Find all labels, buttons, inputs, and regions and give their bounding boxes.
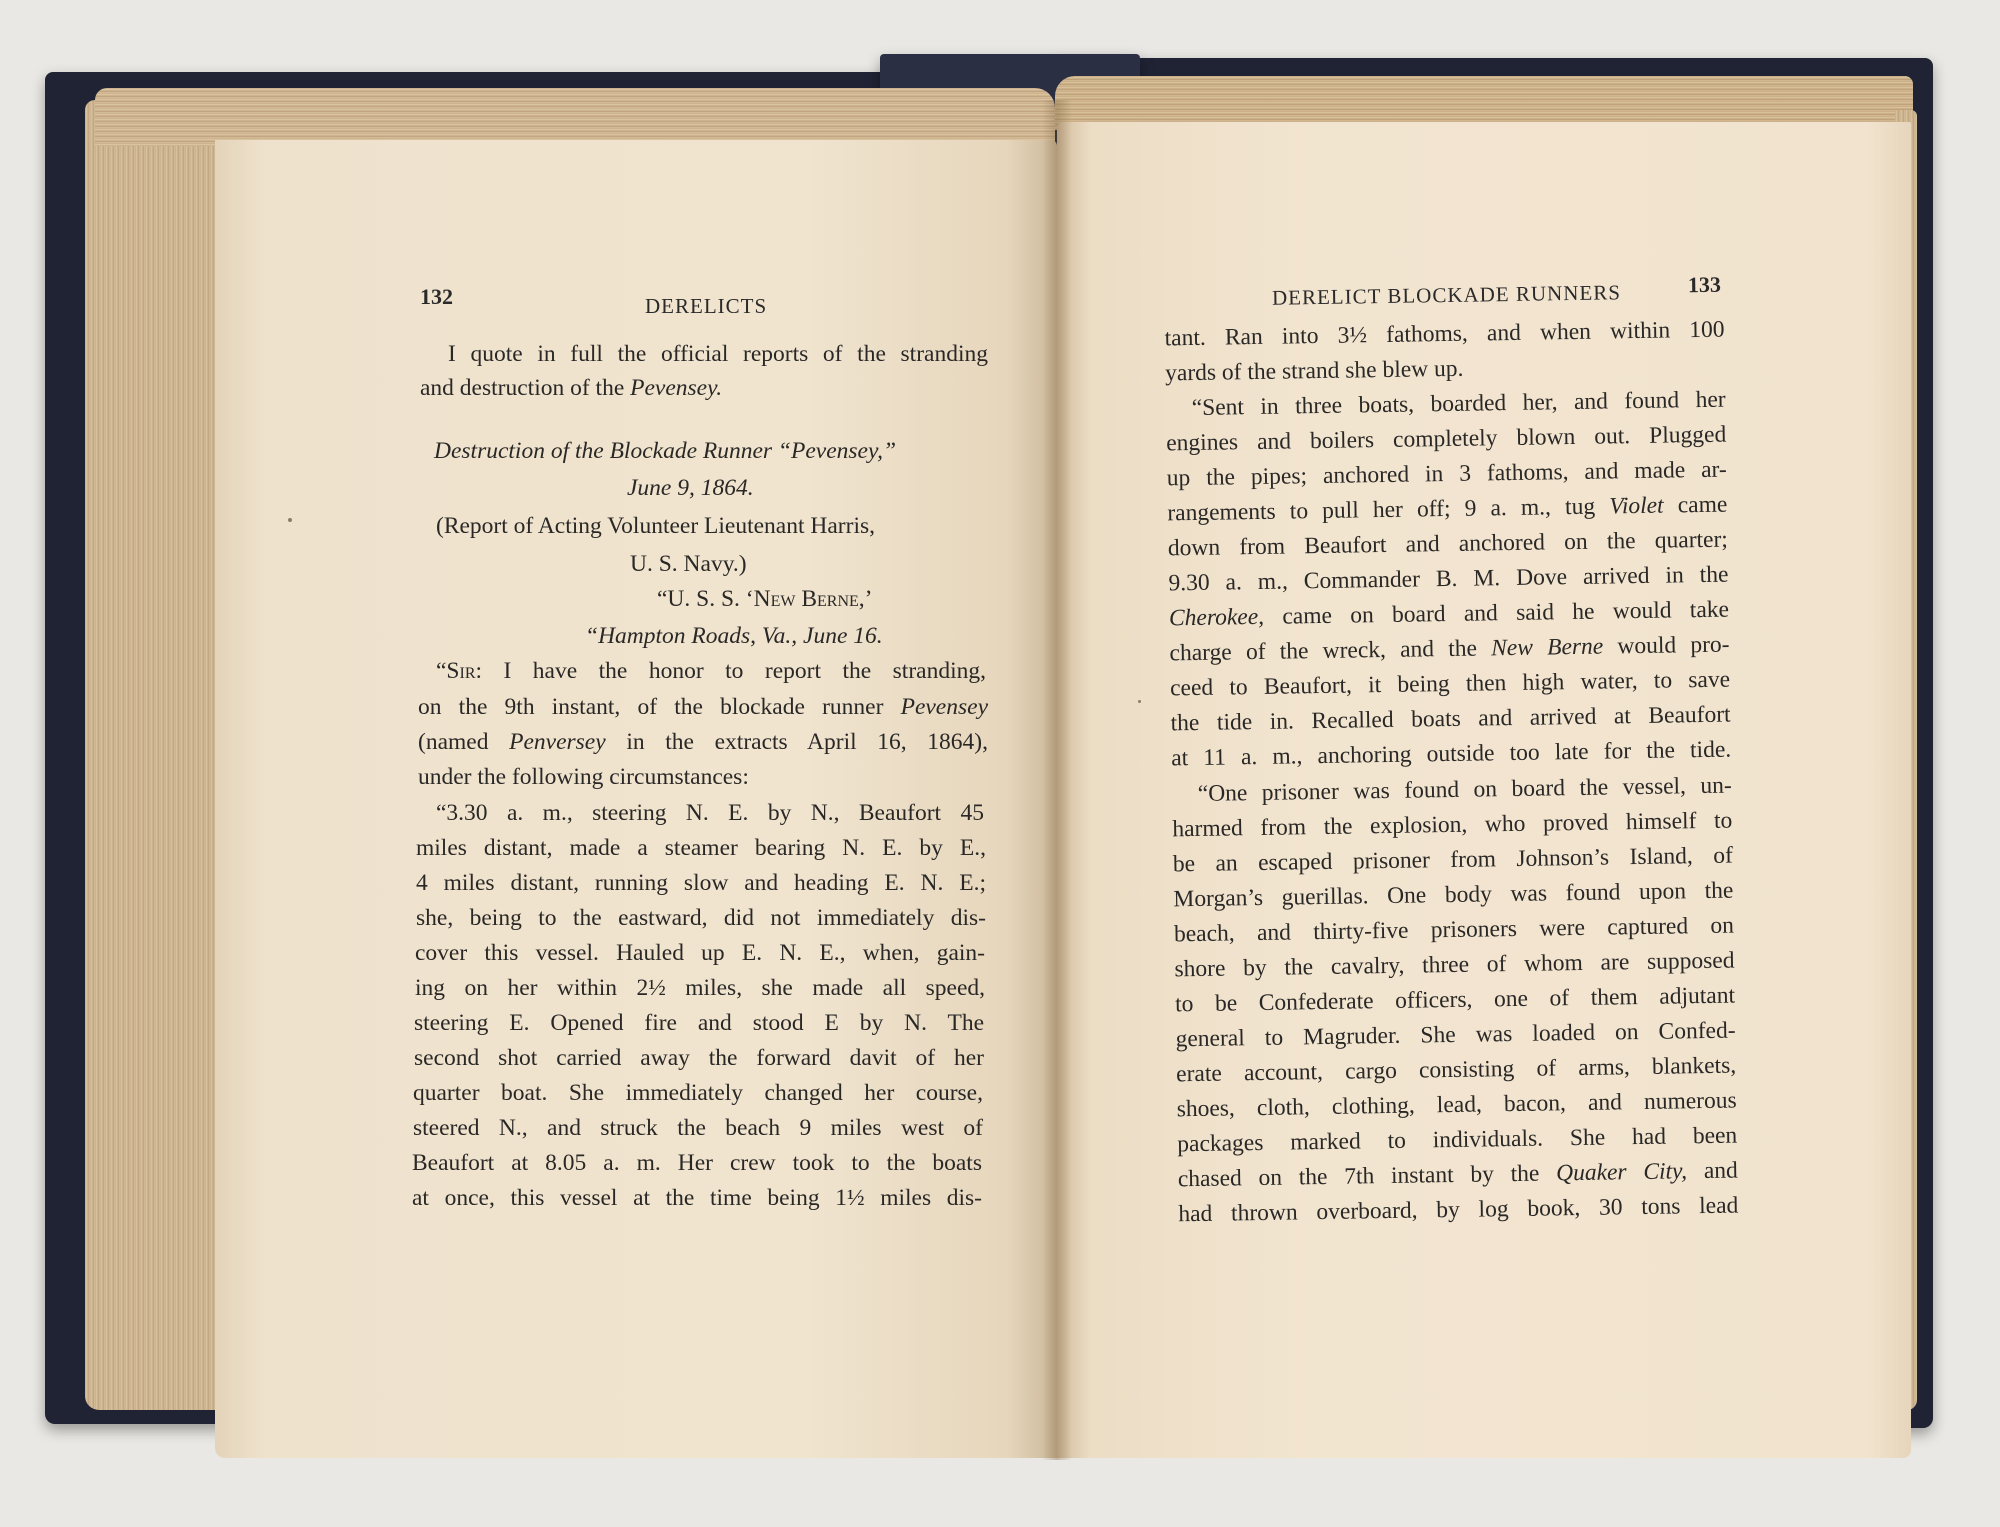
text-line: she, being to the eastward, did not immediately dis- xyxy=(416,905,986,931)
text-line: cover this vessel. Hauled up E. N. E., when, gain- xyxy=(415,940,985,966)
text-line: general to Magruder. She was loaded on Confed- xyxy=(1175,1017,1736,1053)
text-line: erate account, cargo consisting of arms, blankets, xyxy=(1175,1052,1737,1088)
text-line: and destruction of the Pevensey. xyxy=(420,375,723,401)
text-line: I quote in full the official reports of the stranding xyxy=(448,341,988,367)
paper-speck xyxy=(288,518,292,522)
report-author: U. S. Navy.) xyxy=(630,551,747,577)
text-line: (named Penversey in the extracts April 16, 1864), xyxy=(418,729,989,755)
left-page xyxy=(215,140,1057,1458)
text-line: beach, and thirty-five prisoners were captured on xyxy=(1173,912,1735,948)
gutter-shadow xyxy=(1042,100,1072,1460)
text-line: up the pipes; anchored in 3 fathoms, and made ar- xyxy=(1166,456,1727,492)
text-line: “One prisoner was found on board the vessel, un- xyxy=(1197,772,1732,807)
text-line: quarter boat. She immediately changed her course, xyxy=(413,1080,983,1106)
report-author: (Report of Acting Volunteer Lieutenant Harris, xyxy=(436,513,875,539)
text-line: on the 9th instant, of the blockade runner Pevensey xyxy=(418,694,988,720)
text-line: miles distant, made a steamer bearing N. E. by E., xyxy=(416,835,986,861)
running-head: DERELICT BLOCKADE RUNNERS xyxy=(1271,280,1622,310)
text-line: be an escaped prisoner from Johnson’s Island, of xyxy=(1172,842,1734,878)
paper-speck xyxy=(1138,700,1141,703)
text-line: Cherokee, came on board and said he would take xyxy=(1168,596,1730,632)
report-title: Destruction of the Blockade Runner “Pevensey,” xyxy=(434,438,897,464)
text-line: engines and boilers completely blown out. Plugged xyxy=(1166,421,1727,457)
text-line: tant. Ran into 3½ fathoms, and when within 100 xyxy=(1164,316,1725,352)
text-line: yards of the strand she blew up. xyxy=(1164,355,1464,387)
text-line: packages marked to individuals. She had been xyxy=(1177,1122,1738,1158)
text-line: Beaufort at 8.05 a. m. Her crew took to the boats xyxy=(412,1150,982,1176)
report-date: June 9, 1864. xyxy=(627,475,754,501)
letter-heading: “Hampton Roads, Va., June 16. xyxy=(585,623,883,649)
text-line: second shot carried away the forward davit of her xyxy=(414,1045,984,1071)
text-line: steered N., and struck the beach 9 miles west of xyxy=(413,1115,983,1141)
text-line: the tide in. Recalled boats and arrived at Beaufort xyxy=(1170,701,1731,737)
text-line: harmed from the explosion, who proved himself to xyxy=(1172,807,1733,843)
text-line: steering E. Opened fire and stood E by N. The xyxy=(414,1010,984,1036)
text-line: under the following circumstances: xyxy=(418,764,749,790)
text-line: shoes, cloth, clothing, lead, bacon, and numerous xyxy=(1176,1087,1737,1123)
text-line: to be Confederate officers, one of them adjutant xyxy=(1174,982,1736,1018)
text-line: “Sir: I have the honor to report the stranding, xyxy=(436,658,986,684)
text-line: chased on the 7th instant by the Quaker City, and xyxy=(1177,1157,1738,1193)
text-line: “Sent in three boats, boarded her, and found her xyxy=(1191,386,1726,422)
text-line: 9.30 a. m., Commander B. M. Dove arrived in the xyxy=(1168,561,1729,597)
text-line: rangements to pull her off; 9 a. m., tug Violet came xyxy=(1167,491,1728,527)
running-head: DERELICTS xyxy=(645,294,768,318)
text-line: had thrown overboard, by log book, 30 tons lead xyxy=(1178,1192,1739,1228)
page-number: 133 xyxy=(1687,271,1722,298)
page-edges-left xyxy=(85,100,225,1410)
text-line: 4 miles distant, running slow and heading E. N. E.; xyxy=(416,870,986,896)
text-line: ing on her within 2½ miles, she made all speed, xyxy=(415,975,985,1001)
text-line: ceed to Beaufort, it being then high water, to save xyxy=(1169,666,1731,702)
text-line: Morgan’s guerillas. One body was found upon the xyxy=(1173,877,1734,913)
page-number: 132 xyxy=(420,284,453,309)
text-line: down from Beaufort and anchored on the quarter; xyxy=(1167,526,1729,562)
page-edges-top-left xyxy=(95,88,1055,146)
letter-heading: “U. S. S. ‘New Berne,’ xyxy=(657,586,873,612)
text-line: at 11 a. m., anchoring outside too late for the tide. xyxy=(1171,736,1732,772)
text-line: shore by the cavalry, three of whom are supposed xyxy=(1174,947,1735,983)
text-line: “3.30 a. m., steering N. E. by N., Beaufort 45 xyxy=(436,800,984,826)
text-line: at once, this vessel at the time being 1½ miles dis- xyxy=(412,1185,982,1211)
text-line: charge of the wreck, and the New Berne would pro- xyxy=(1169,631,1730,667)
